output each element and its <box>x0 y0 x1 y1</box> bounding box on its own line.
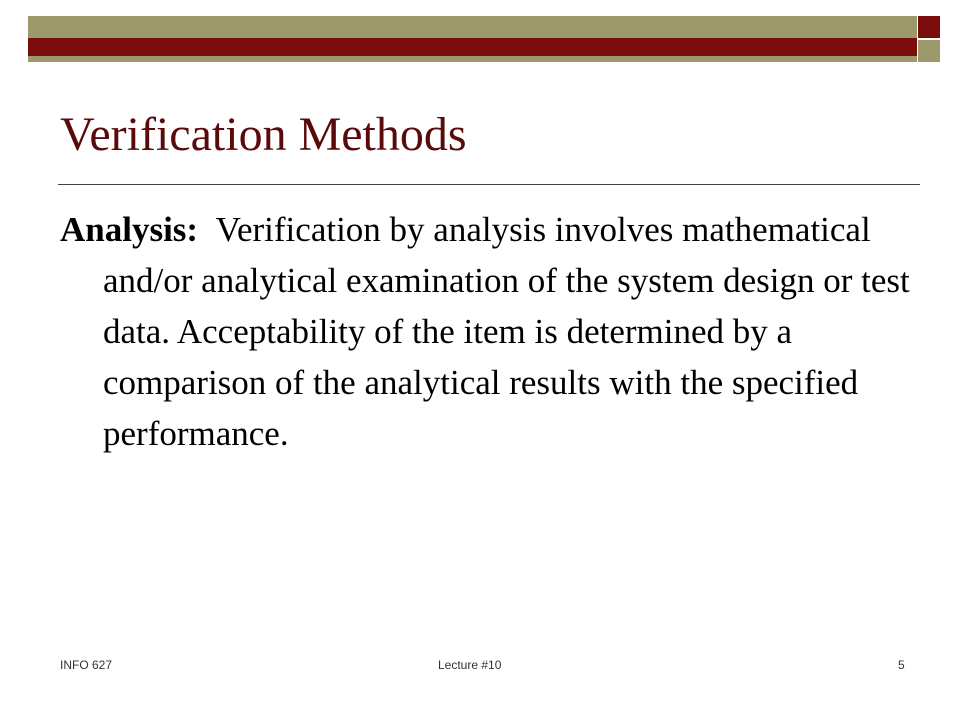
body-paragraph <box>60 204 953 459</box>
title-divider <box>58 184 920 185</box>
footer-page-number: 5 <box>898 658 905 672</box>
header-bar-olive <box>28 16 917 38</box>
definition-text: Verification by analysis involves mathematical and/or analytical examination of the system design or test data. Acceptability of the item is determined by a comparison of the analytical results with the specified performance. <box>103 210 910 453</box>
slide-title: Verification Methods <box>60 108 467 161</box>
footer-lecture: Lecture #10 <box>438 658 502 672</box>
header-bar-olive-thin <box>28 56 917 62</box>
header-bar-red <box>28 38 917 56</box>
header-square-olive <box>918 40 940 62</box>
header-square-red <box>918 16 940 38</box>
footer-course: INFO 627 <box>60 658 113 672</box>
term-label: Analysis: <box>60 210 199 249</box>
